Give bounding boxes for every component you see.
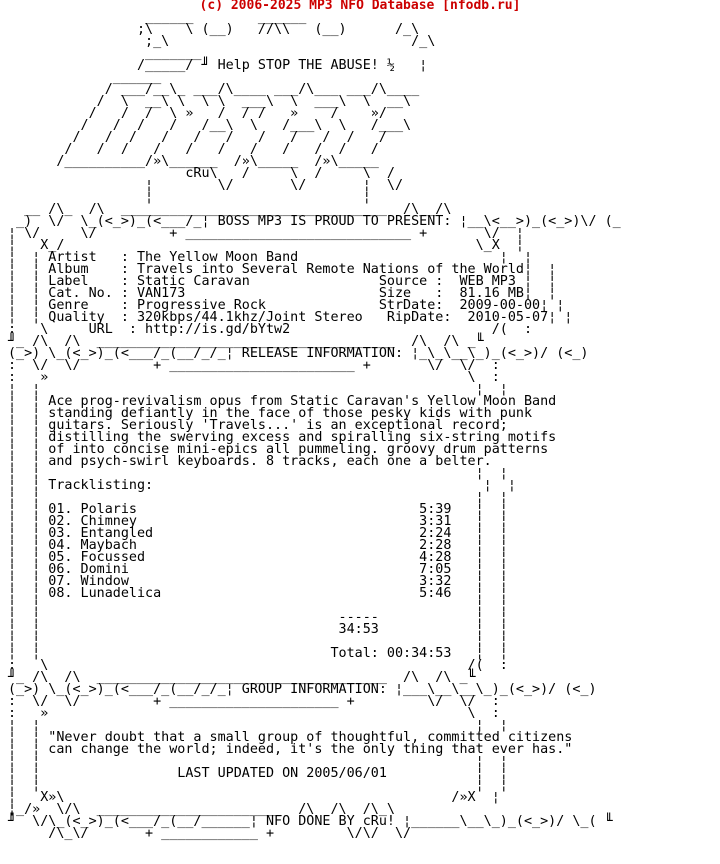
nfo-line: /__________/»\______ /»\_____ /»\_____: [8, 154, 436, 169]
nfo-line: ______ ______: [8, 10, 444, 25]
nfo-line: ¦ ¦ 03. Entangled 2:24 ¦ ¦: [8, 526, 508, 541]
nfo-document: [8, 0, 621, 840]
nfo-line: ¦ ¦ Total: 00:34:53 ¦ ¦: [8, 646, 508, 661]
nfo-line: ¦ ¦ Quality : 320kbps/44.1khz/Joint Stereo RipDate: 2010-05-07¦ ¦: [8, 310, 573, 325]
nfo-line: ¦ ¦ Cat. No. : VAN173 Size : 81.16 MB¦ ¦: [8, 286, 557, 301]
nfo-line: ╜_ /\ /\ ____________________________________ /\ /\ _╙: [8, 670, 476, 685]
nfo-line: ¦ \/ \/ + ____________________________ + \/ ¦: [8, 226, 524, 241]
nfo-line: ╜ \/\_(<_>)_(<___/_(__/______¦ NFO DONE BY cRu! ¦______\__\_)_(<_>)/ \_( ╙: [8, 814, 613, 829]
nfo-line: /_____/ ╜ Help STOP THE ABUSE! ½ ¦: [8, 58, 428, 73]
nfo-line: ¦ X»\ /»X ¦: [8, 790, 500, 805]
nfo-line: ¦ ¦ ¦ ¦: [8, 778, 508, 793]
nfo-line: / ___/__\_ ___/\____ ___/\___ ___/\____: [8, 82, 452, 97]
nfo-line: ¦ ¦ ¦ ¦: [8, 466, 508, 481]
nfo-line: ╜_ /\ /\ _____________________________________ /\ /\ _╙: [8, 334, 484, 349]
nfo-line: ¦ ¦ LAST UPDATED ON 2005/06/01 ¦ ¦: [8, 766, 508, 781]
nfo-line: ¦ ¦ and psych-swirl keyboards. 8 tracks, each one a belter.: [8, 454, 492, 469]
nfo-line: ¦ ¦ Label : Static Caravan Source : WEB MP3 ¦ ¦: [8, 274, 557, 289]
nfo-line: ¦ ¦ ¦ ¦: [8, 754, 508, 769]
nfo-line: ¦ ¦ distilling the swerving excess and spiralling six-string motifs: [8, 430, 557, 445]
nfo-line: ¦ ¦ 34:53 ¦ ¦: [8, 622, 508, 637]
nfo-line: ¦ ¦ 01. Polaris 5:39 ¦ ¦: [8, 502, 508, 517]
nfo-line: ¦ ¦ guitars. Seriously 'Travels...' is an exceptional record;: [8, 418, 508, 433]
nfo-line: ¦ ¦ Ace prog-revivalism opus from Static Caravan's Yellow Moon Band: [8, 394, 557, 409]
nfo-line: : \ /( :: [8, 658, 508, 673]
nfo-line: (_>) \_(<_>)_(<___/_(__/_/_¦ RELEASE INFORMATION: ¦_\_\__\_)_(<_>)/ (<_): [8, 346, 589, 361]
nfo-line: : \/ \/ + _____________________ + \/ \/ :: [8, 694, 500, 709]
nfo-line: ¦ ¦ 08. Lunadelica 5:46 ¦ ¦: [8, 586, 508, 601]
nfo-line: _______: [8, 46, 452, 61]
nfo-line: ¦ X_/ \_X ¦: [8, 238, 524, 253]
nfo-line: ¦ ¦ ¦ ¦: [8, 598, 508, 613]
nfo-line: ¦ ¦ Artist : The Yellow Moon Band ¦ ¦: [8, 250, 533, 265]
nfo-line: ¦ ¦ 04. Maybach 2:28 ¦ ¦: [8, 538, 508, 553]
nfo-line: ¦ ¦ ¦ ¦: [8, 490, 508, 505]
nfo-line: _) \/ \_(<_>)_(<___/_¦ BOSS MP3 IS PROUD TO PRESENT: ¦__\<__>)_(<_>)\/ (_: [8, 214, 621, 229]
nfo-line: __ /\_ /\ _________________________________ /\__/\: [8, 202, 460, 217]
nfo-line: / \ __\ \ \ \ ___\ \ ___\ \ __\: [8, 94, 444, 109]
nfo-line: ;\ \ (__) //\\ (__) /_\: [8, 22, 444, 37]
nfo-line: ¦ ¦: [8, 190, 436, 205]
nfo-line: ¦ ¦ Genre : Progressive Rock StrDate: 2009-00-00¦ ¦: [8, 298, 565, 313]
nfo-line: ¦ ¦ 05. Focussed 4:28 ¦ ¦: [8, 550, 508, 565]
nfo-line: ¦ ¦ standing defiantly in the face of those pesky kids with punk: [8, 406, 533, 421]
copyright-banner[interactable]: (c) 2006-2025 MP3 NFO Database [nfodb.ru]: [199, 0, 521, 13]
nfo-line: ¦ ¦ "Never doubt that a small group of thoughtful, committed citizens: [8, 730, 573, 745]
nfo-line: ¦ ¦ 06. Domini 7:05 ¦ ¦: [8, 562, 508, 577]
nfo-line: ¦ ¦ Album : Travels into Several Remote Nations of the World¦ ¦: [8, 262, 557, 277]
nfo-line: ¦ ¦ ¦ ¦: [8, 382, 508, 397]
nfo-line: ______: [8, 70, 452, 85]
nfo-line: : » \ :: [8, 370, 500, 385]
nfo-line: / / / / /__\ \ /___\ \ /___\: [8, 118, 444, 133]
nfo-line: /\_\/ + ____________ + \/\/ \/: [8, 826, 452, 841]
nfo-line: : » \ :: [8, 706, 500, 721]
nfo-line: ¦ ¦ of into concise mini-epics all pummeling. groovy drum patterns: [8, 442, 549, 457]
nfo-line: ¦ ¦ ----- ¦ ¦: [8, 610, 508, 625]
nfo-line: ¦ ¦ 07. Window 3:32 ¦ ¦: [8, 574, 508, 589]
nfo-line: ¦ ¦ ¦ ¦: [8, 634, 508, 649]
nfo-line: ¦ \/ \/ ¦ \/: [8, 178, 436, 193]
nfo-line: (_>) \_(<_>)_(<___/_(__/_/_¦ GROUP INFORMATION: ¦___\__\__\_)_(<_>)/ (<_): [8, 682, 597, 697]
nfo-line: cRu\ / \ / \ /: [8, 166, 452, 181]
nfo-line: : \ URL : http://is.gd/bYtw2 /( :: [8, 322, 533, 337]
nfo-line: ¦ ¦ Tracklisting: ¦ ¦: [8, 478, 516, 493]
nfo-line: ¦ ¦ ¦ ¦: [8, 718, 508, 733]
nfo-line: ;_\ /_\: [8, 34, 452, 49]
nfo-line: / / / / / / / / / / /: [8, 130, 444, 145]
nfo-line: / / / \ » / / / » / »/: [8, 106, 428, 121]
nfo-line: ¦ ¦ can change the world; indeed, it's the only thing that ever has.": [8, 742, 573, 757]
nfo-line: / / / / / / / / / / /: [8, 142, 444, 157]
nfo-line: : \/ \/ + _______________________ + \/ \/ :: [8, 358, 500, 373]
nfo-line: ¦ ¦ 02. Chimney 3:31 ¦ ¦: [8, 514, 508, 529]
nfo-line: ¦_/» \/\ _______________________ /\ /\ /\_\: [8, 802, 395, 817]
